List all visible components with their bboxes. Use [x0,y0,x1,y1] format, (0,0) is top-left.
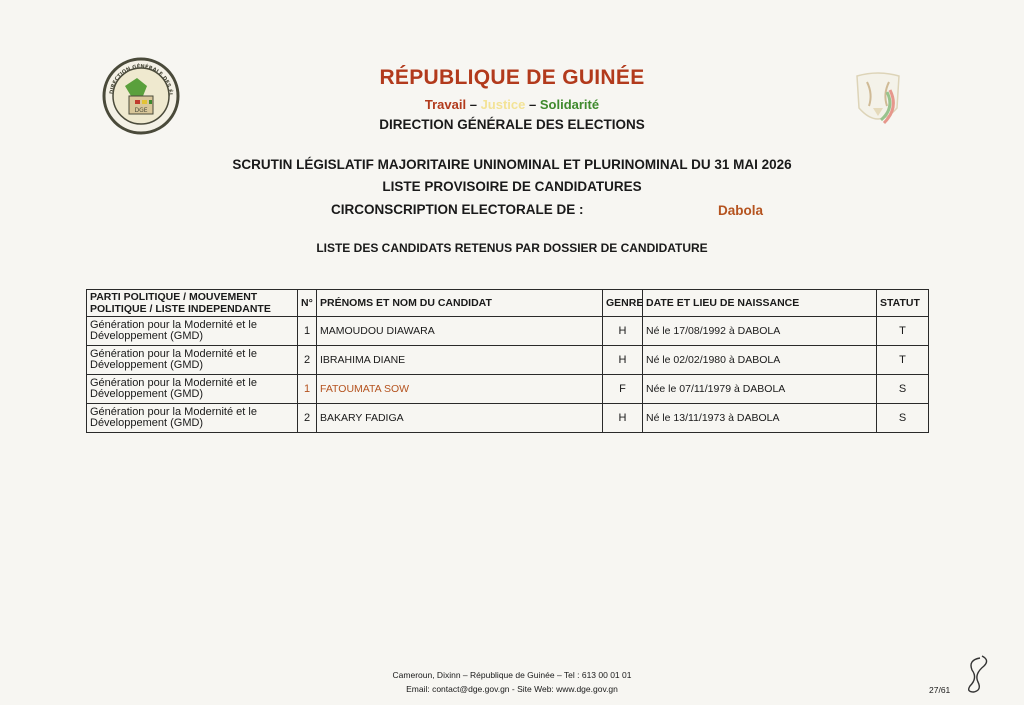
header-name: PRÉNOMS ET NOM DU CANDIDAT [317,290,603,317]
motto-word-justice: Justice [480,97,526,112]
header-party: PARTI POLITIQUE / MOUVEMENT POLITIQUE / LISTE INDEPENDANTE [87,290,298,317]
header-birth: DATE ET LIEU DE NAISSANCE [643,290,877,317]
cell-party: Génération pour la Modernité et le Développement (GMD) [87,404,298,433]
footer-contact: Email: contact@dge.gov.gn - Site Web: www.dge.gov.gn [406,684,618,694]
table-row [87,317,929,346]
cell-name: FATOUMATA SOW [317,375,603,404]
cell-name: MAMOUDOU DIAWARA [317,317,603,346]
header-genre: GENRE [603,290,643,317]
motto-separator: – [469,97,477,112]
cell-party: Génération pour la Modernité et le Développement (GMD) [87,375,298,404]
handwritten-initial [958,652,998,701]
header-number: N° [298,290,317,317]
cell-number: 1 [298,375,317,404]
cell-party: Génération pour la Modernité et le Développement (GMD) [87,346,298,375]
cell-statut: T [877,317,929,346]
republic-title: RÉPUBLIQUE DE GUINÉE [379,66,645,89]
direction-title: DIRECTION GÉNÉRALE DES ELECTIONS [379,117,645,132]
cell-number: 1 [298,317,317,346]
cell-genre: F [603,375,643,404]
cell-genre: H [603,317,643,346]
cell-birth: Né le 13/11/1973 à DABOLA [643,404,877,433]
table-row [87,404,929,433]
cell-party: Génération pour la Modernité et le Développement (GMD) [87,317,298,346]
cell-number: 2 [298,404,317,433]
cell-birth: Né le 17/08/1992 à DABOLA [643,317,877,346]
page-number: 27/61 [929,685,951,695]
retained-candidates-title: LISTE DES CANDIDATS RETENUS PAR DOSSIER DE CANDIDATURE [316,241,708,255]
seal-code-text: DGE [134,107,148,114]
candidates-table [86,289,929,433]
cell-name: IBRAHIMA DIANE [317,346,603,375]
constituency-label: CIRCONSCRIPTION ELECTORALE DE : [331,202,584,217]
motto-word-travail: Travail [424,97,467,112]
table-row [87,346,929,375]
table-header-row [87,290,929,317]
cell-genre: H [603,404,643,433]
cell-number: 2 [298,346,317,375]
motto-separator: – [529,97,537,112]
provisional-list-title: LISTE PROVISOIRE DE CANDIDATURES [382,179,642,194]
motto-word-solidarite: Solidarité [539,97,600,112]
cell-name: BAKARY FADIGA [317,404,603,433]
cell-statut: S [877,404,929,433]
constituency-value: Dabola [718,203,764,218]
seal-arc-text: DIRECTION GÉNÉRALE DES ÉL [109,63,174,97]
table-row [87,375,929,404]
cell-statut: T [877,346,929,375]
national-motto [0,97,1024,112]
footer-address: Cameroun, Dixinn – République de Guinée – Tel : 613 00 01 01 [392,670,632,680]
cell-birth: Né le 02/02/1980 à DABOLA [643,346,877,375]
scrutin-title: SCRUTIN LÉGISLATIF MAJORITAIRE UNINOMINAL ET PLURINOMINAL DU 31 MAI 2026 [232,157,792,172]
cell-statut: S [877,375,929,404]
cell-birth: Née le 07/11/1979 à DABOLA [643,375,877,404]
header-statut: STATUT [877,290,929,317]
cell-genre: H [603,346,643,375]
